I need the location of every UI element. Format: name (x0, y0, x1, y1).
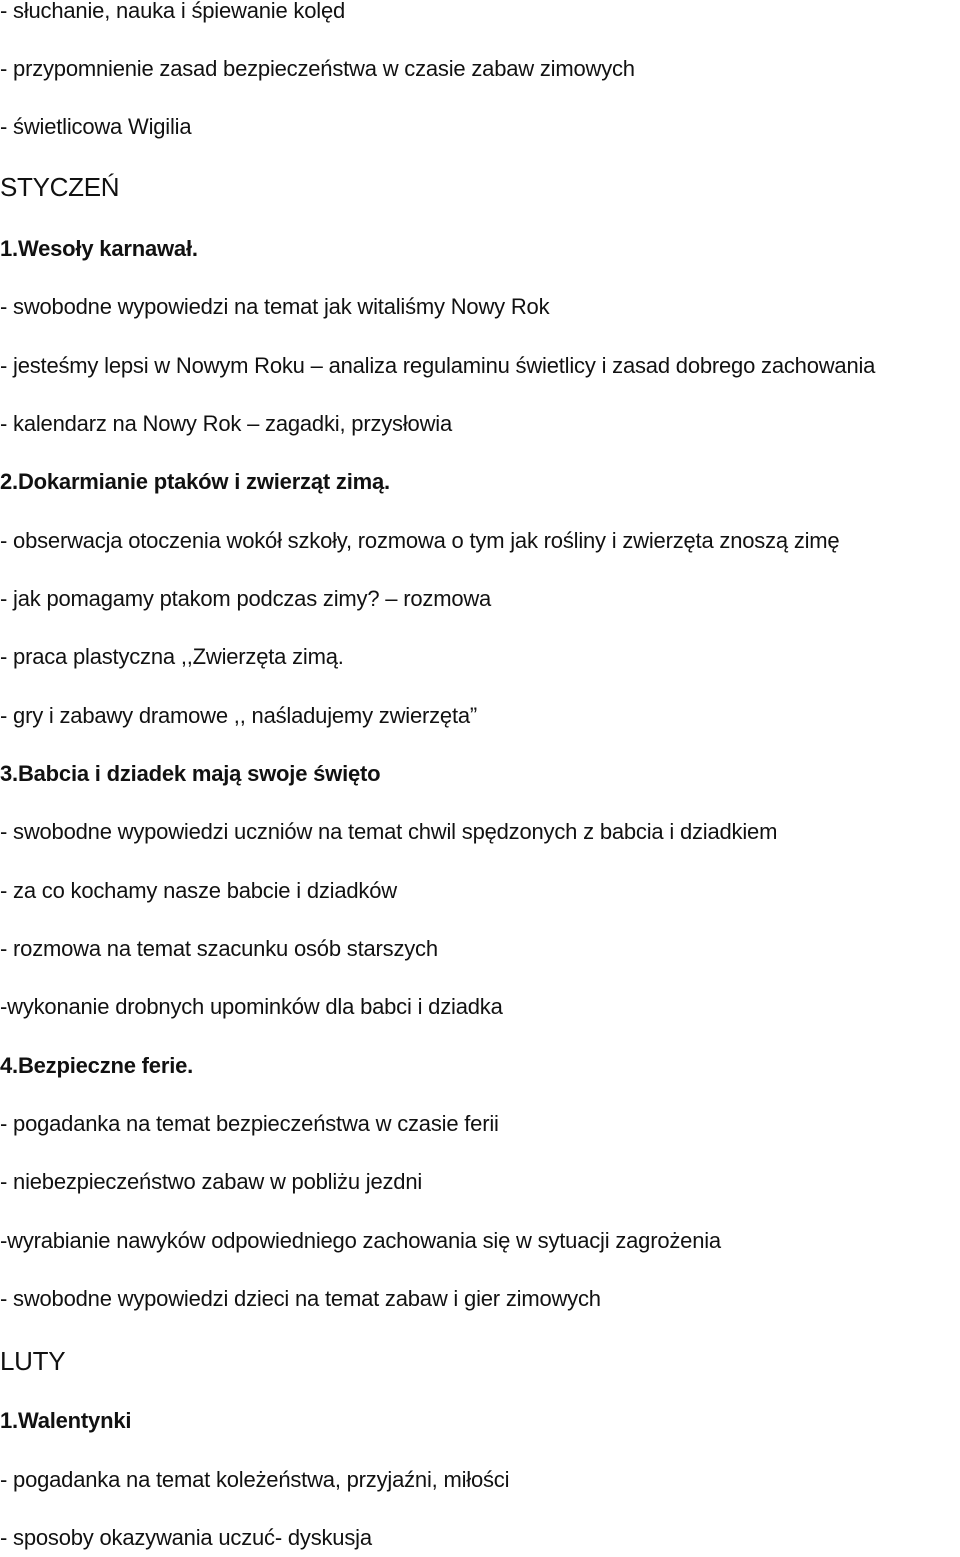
list-item: - przypomnienie zasad bezpieczeństwa w czasie zabaw zimowych (0, 56, 635, 81)
list-item: - gry i zabawy dramowe ,, naśladujemy zwierzęta” (0, 703, 478, 728)
list-item: - słuchanie, nauka i śpiewanie kolęd (0, 0, 346, 23)
list-item: - swobodne wypowiedzi uczniów na temat chwil spędzonych z babcia i dziadkiem (0, 819, 778, 844)
list-item: - praca plastyczna ,,Zwierzęta zimą. (0, 644, 344, 669)
section-heading: 2.Dokarmianie ptaków i zwierząt zimą. (0, 469, 390, 494)
list-item: - pogadanka na temat koleżeństwa, przyjaźni, miłości (0, 1467, 510, 1492)
section-heading: 1.Walentynki (0, 1408, 132, 1433)
list-item: - obserwacja otoczenia wokół szkoły, rozmowa o tym jak rośliny i zwierzęta znoszą zimę (0, 528, 840, 553)
section-heading: 4.Bezpieczne ferie. (0, 1053, 194, 1078)
list-item: - kalendarz na Nowy Rok – zagadki, przysłowia (0, 411, 452, 436)
list-item: - jak pomagamy ptakom podczas zimy? – rozmowa (0, 586, 492, 611)
list-item: - niebezpieczeństwo zabaw w pobliżu jezdni (0, 1169, 423, 1194)
list-item: - sposoby okazywania uczuć- dyskusja (0, 1525, 372, 1550)
list-item: - swobodne wypowiedzi na temat jak witaliśmy Nowy Rok (0, 294, 550, 319)
list-item: - świetlicowa Wigilia (0, 114, 192, 139)
list-item: - swobodne wypowiedzi dzieci na temat zabaw i gier zimowych (0, 1286, 601, 1311)
section-heading: 3.Babcia i dziadek mają swoje święto (0, 761, 381, 786)
list-item: - pogadanka na temat bezpieczeństwa w czasie ferii (0, 1111, 499, 1136)
list-item: -wykonanie drobnych upominków dla babci i dziadka (0, 994, 503, 1019)
list-item: - za co kochamy nasze babcie i dziadków (0, 878, 397, 903)
month-heading: LUTY (0, 1346, 66, 1376)
list-item: - jesteśmy lepsi w Nowym Roku – analiza regulaminu świetlicy i zasad dobrego zachowania (0, 353, 876, 378)
list-item: -wyrabianie nawyków odpowiedniego zachowania się w sytuacji zagrożenia (0, 1228, 721, 1253)
section-heading: 1.Wesoły karnawał. (0, 236, 198, 261)
list-item: - rozmowa na temat szacunku osób starszych (0, 936, 438, 961)
month-heading: STYCZEŃ (0, 172, 120, 202)
